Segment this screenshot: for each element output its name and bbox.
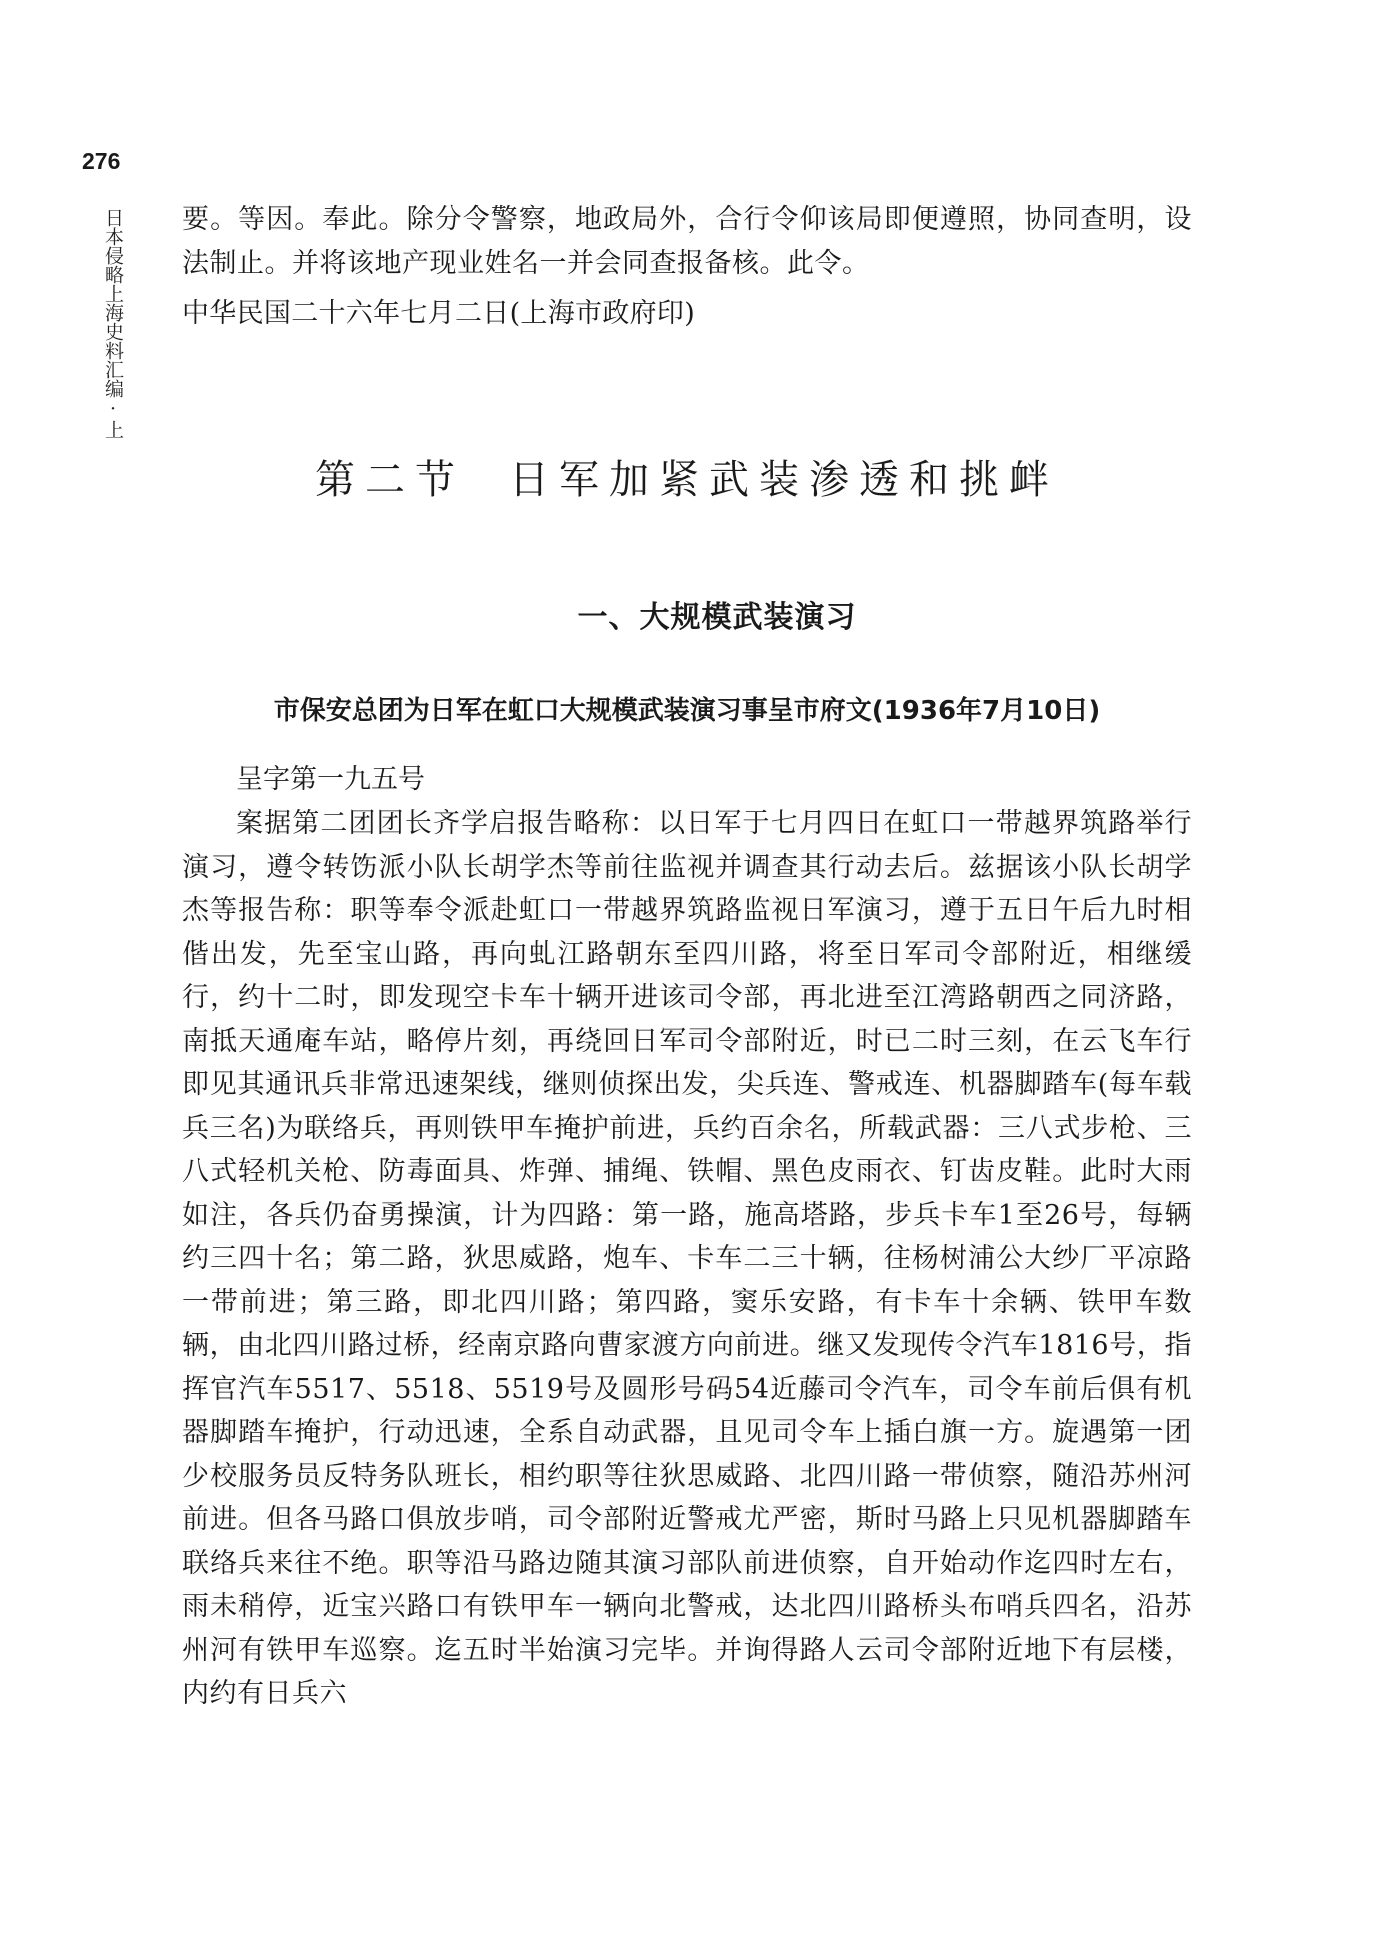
subsection-title: 一、大规模武装演习	[577, 600, 857, 635]
running-title: 日本侵略上海史料汇编·上	[102, 208, 124, 439]
continued-paragraph: 要。等因。奉此。除分令警察，地政局外，合行令仰该局即便遵照，协同查明，设法制止。并将该地产现业姓名一并会同查报备核。此令。	[182, 204, 1192, 279]
section-title	[182, 448, 1192, 505]
section-heading: 日军加紧武装渗透和挑衅	[509, 457, 1059, 503]
date-line: 中华民国二十六年七月二日(上海市政府印)	[182, 298, 696, 329]
page-number: 276	[82, 148, 121, 174]
document-body: 案据第二团团长齐学启报告略称：以日军于七月四日在虹口一带越界筑路举行演习，遵令转饬派小队长胡学杰等前往监视并调查其行动去后。兹据该小队长胡学杰等报告称：职等奉令派赴虹口一带越界筑路监视日军演习，遵于五日午后九时相偕出发，先至宝山路，再向虬江路朝东至四川路，将至日军司令部附近，相继缓行，约十二时，即发现空卡车十辆开进该司令部，再北进至江湾路朝西之同济路，南抵天通庵车站，略停片刻，再绕回日军司令部附近，时已二时三刻，在云飞车行即见其通讯兵非常迅速架线，继则侦探出发，尖兵连、警戒连、机器脚踏车(每车载兵三名)为联络兵，再则铁甲车掩护前进，兵约百余名，所载武器：三八式步枪、三八式轻机关枪、防毒面具、炸弹、捕绳、铁帽、黑色皮雨衣、钉齿皮鞋。此时大雨如注，各兵仍奋勇操演，计为四路：第一路，施高塔路，步兵卡车1至26号，每辆约三四十名；第二路，狄思威路，炮车、卡车二三十辆，往杨树浦公大纱厂平凉路一带前进；第三路，即北四川路；第四路，窦乐安路，有卡车十余辆、铁甲车数辆，由北四川路过桥，经南京路向曹家渡方向前进。继又发现传令汽车1816号，指挥官汽车5517、5518、5519号及圆形号码54近藤司令汽车，司令车前后俱有机器脚踏车掩护，行动迅速，全系自动武器，且见司令车上插白旗一方。旋遇第一团少校服务员反特务队班长，相约职等往狄思威路、北四川路一带侦察，随沿苏州河前进。但各马路口俱放步哨，司令部附近警戒尤严密，斯时马路上只见机器脚踏车联络兵来往不绝。职等沿马路边随其演习部队前进侦察，自开始动作迄四时左右，雨未稍停，近宝兴路口有铁甲车一辆向北警戒，达北四川路桥头布哨兵四名，沿苏州河有铁甲车巡察。迄五时半始演习完毕。并询得路人云司令部附近地下有层楼，内约有日兵六	[182, 808, 1192, 1709]
document-number: 呈字第一九五号	[236, 764, 425, 795]
section-label: 第二节	[315, 457, 465, 503]
document-title: 市保安总团为日军在虹口大规模武装演习事呈市府文(1936年7月10日)	[273, 696, 1101, 726]
